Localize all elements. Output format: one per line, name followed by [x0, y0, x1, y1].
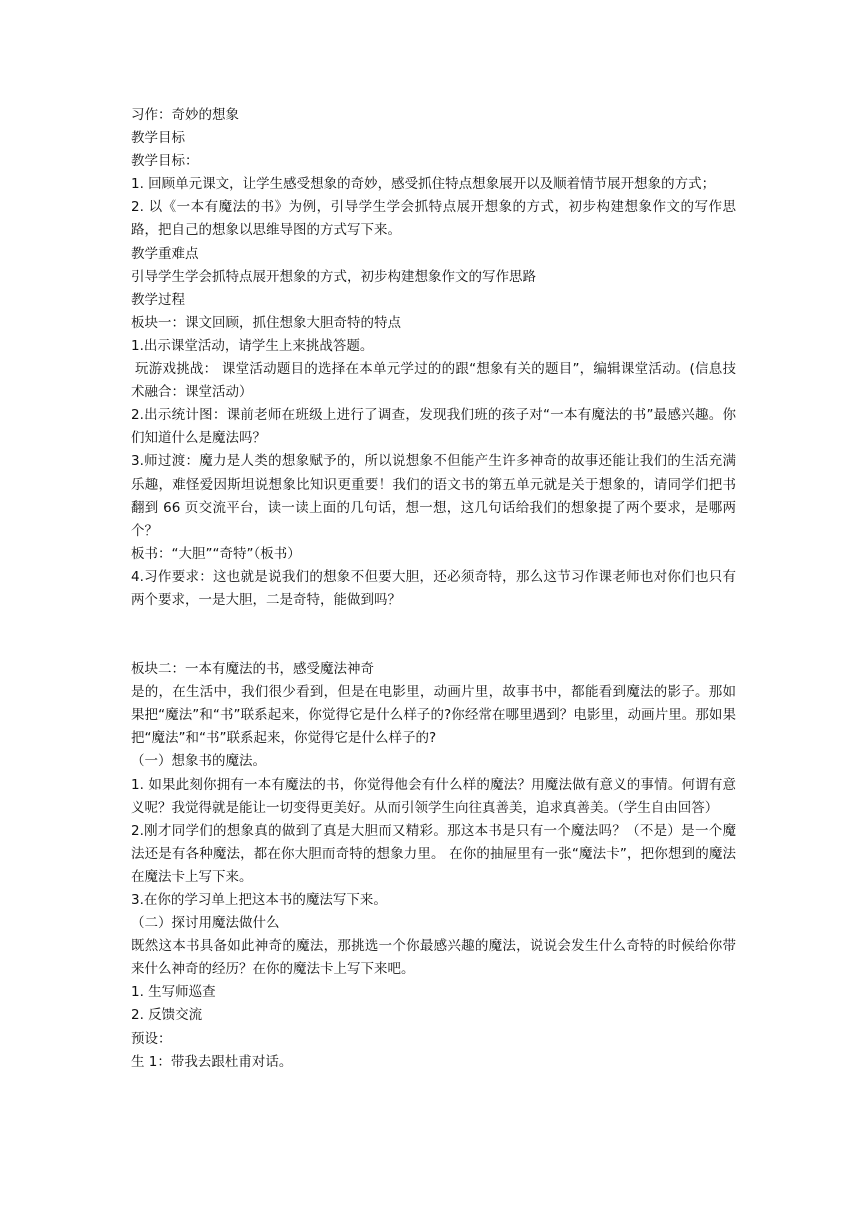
- objectives-label: 教学目标：: [131, 153, 199, 170]
- subsection-heading: （二）探讨用魔法做什么: [131, 915, 280, 932]
- key-points-text: 引导学生学会抓特点展开想象的方式，初步构建想象作文的写作思路: [131, 268, 536, 285]
- blank-gap: [131, 612, 736, 658]
- board-note: 板书：“大胆”“奇特”（板书）: [131, 545, 301, 562]
- subsection-heading: （一）想象书的魔法。: [131, 753, 266, 770]
- process-paragraph: 2.刚才同学们的想象真的做到了真是大胆而又精彩。那这本书是只有一个魔法吗？（不是）是一个魔法还是有各种魔法，都在你大胆而奇特的想象力里。 在你的抽屉里有一张“魔法卡”，把你想到的魔法在魔法卡上写下来。: [131, 822, 736, 885]
- section-heading-process: 教学过程: [131, 291, 185, 308]
- process-paragraph: 1. 如果此刻你拥有一本有魔法的书，你觉得他会有什么样的魔法？用魔法做有意义的事情。何谓有意义呢？我觉得就是能让一切变得更美好。从而引领学生向往真善美，追求真善美。（学生自由回答）: [131, 776, 736, 816]
- process-paragraph: 3.师过渡：魔力是人类的想象赋予的，所以说想象不但能产生许多神奇的故事还能让我们的生活充满乐趣，难怪爱因斯坦说想象比知识更重要！我们的语文书的第五单元就是关于想象的，请同学们把书翻到 66 页交流平台，读一读上面的几句话，想一想，这几句话给我们的想象提了两个要求，是哪两个？: [131, 453, 736, 539]
- step-item: 2. 反馈交流: [131, 1007, 203, 1024]
- document-body: [131, 104, 736, 1074]
- process-paragraph: 是的，在生活中，我们很少看到，但是在电影里，动画片里，故事书中，都能看到魔法的影子。那如果把“魔法”和“书”联系起来，你觉得它是什么样子的?你经常在哪里遇到？电影里，动画片里。那如果把“魔法”和“书”联系起来，你觉得它是什么样子的?: [131, 684, 736, 747]
- process-paragraph: 既然这本书具备如此神奇的魔法，那挑选一个你最感兴趣的魔法，说说会发生什么奇特的时候给你带来什么神奇的经历？在你的魔法卡上写下来吧。: [131, 938, 736, 978]
- process-paragraph: 2.出示统计图：课前老师在班级上进行了调查，发现我们班的孩子对“一本有魔法的书”最感兴趣。你们知道什么是魔法吗？: [131, 407, 736, 447]
- process-paragraph: 玩游戏挑战： 课堂活动题目的选择在本单元学过的的跟“想象有关的题目”，编辑课堂活动。(信息技术融合：课堂活动）: [131, 361, 736, 401]
- block-one-heading: 板块一：课文回顾，抓住想象大胆奇特的特点: [131, 314, 401, 331]
- objective-item: 2. 以《一本有魔法的书》为例，引导学生学会抓特点展开想象的方式，初步构建想象作文的写作思路，把自己的想象以思维导图的方式写下来。: [131, 199, 736, 239]
- section-heading-key-points: 教学重难点: [131, 245, 199, 262]
- doc-title: 习作：奇妙的想象: [131, 107, 239, 123]
- block-two-heading: 板块二：一本有魔法的书，感受魔法神奇: [131, 661, 374, 678]
- process-paragraph: 1.出示课堂活动，请学生上来挑战答题。: [131, 337, 374, 354]
- section-heading-objectives: 教学目标: [131, 130, 185, 147]
- objective-item: 1. 回顾单元课文，让学生感受想象的奇妙，感受抓住特点想象展开以及顺着情节展开想象的方式；: [131, 176, 716, 193]
- process-paragraph: 4.习作要求：这也就是说我们的想象不但要大胆，还必须奇特，那么这节习作课老师也对你们也只有两个要求，一是大胆，二是奇特，能做到吗？: [131, 568, 736, 608]
- preset-label: 预设：: [131, 1030, 172, 1047]
- student-answer: 生 1：带我去跟杜甫对话。: [131, 1053, 293, 1070]
- process-paragraph: 3.在你的学习单上把这本书的魔法写下来。: [131, 892, 387, 908]
- step-item: 1. 生写师巡查: [131, 984, 216, 1001]
